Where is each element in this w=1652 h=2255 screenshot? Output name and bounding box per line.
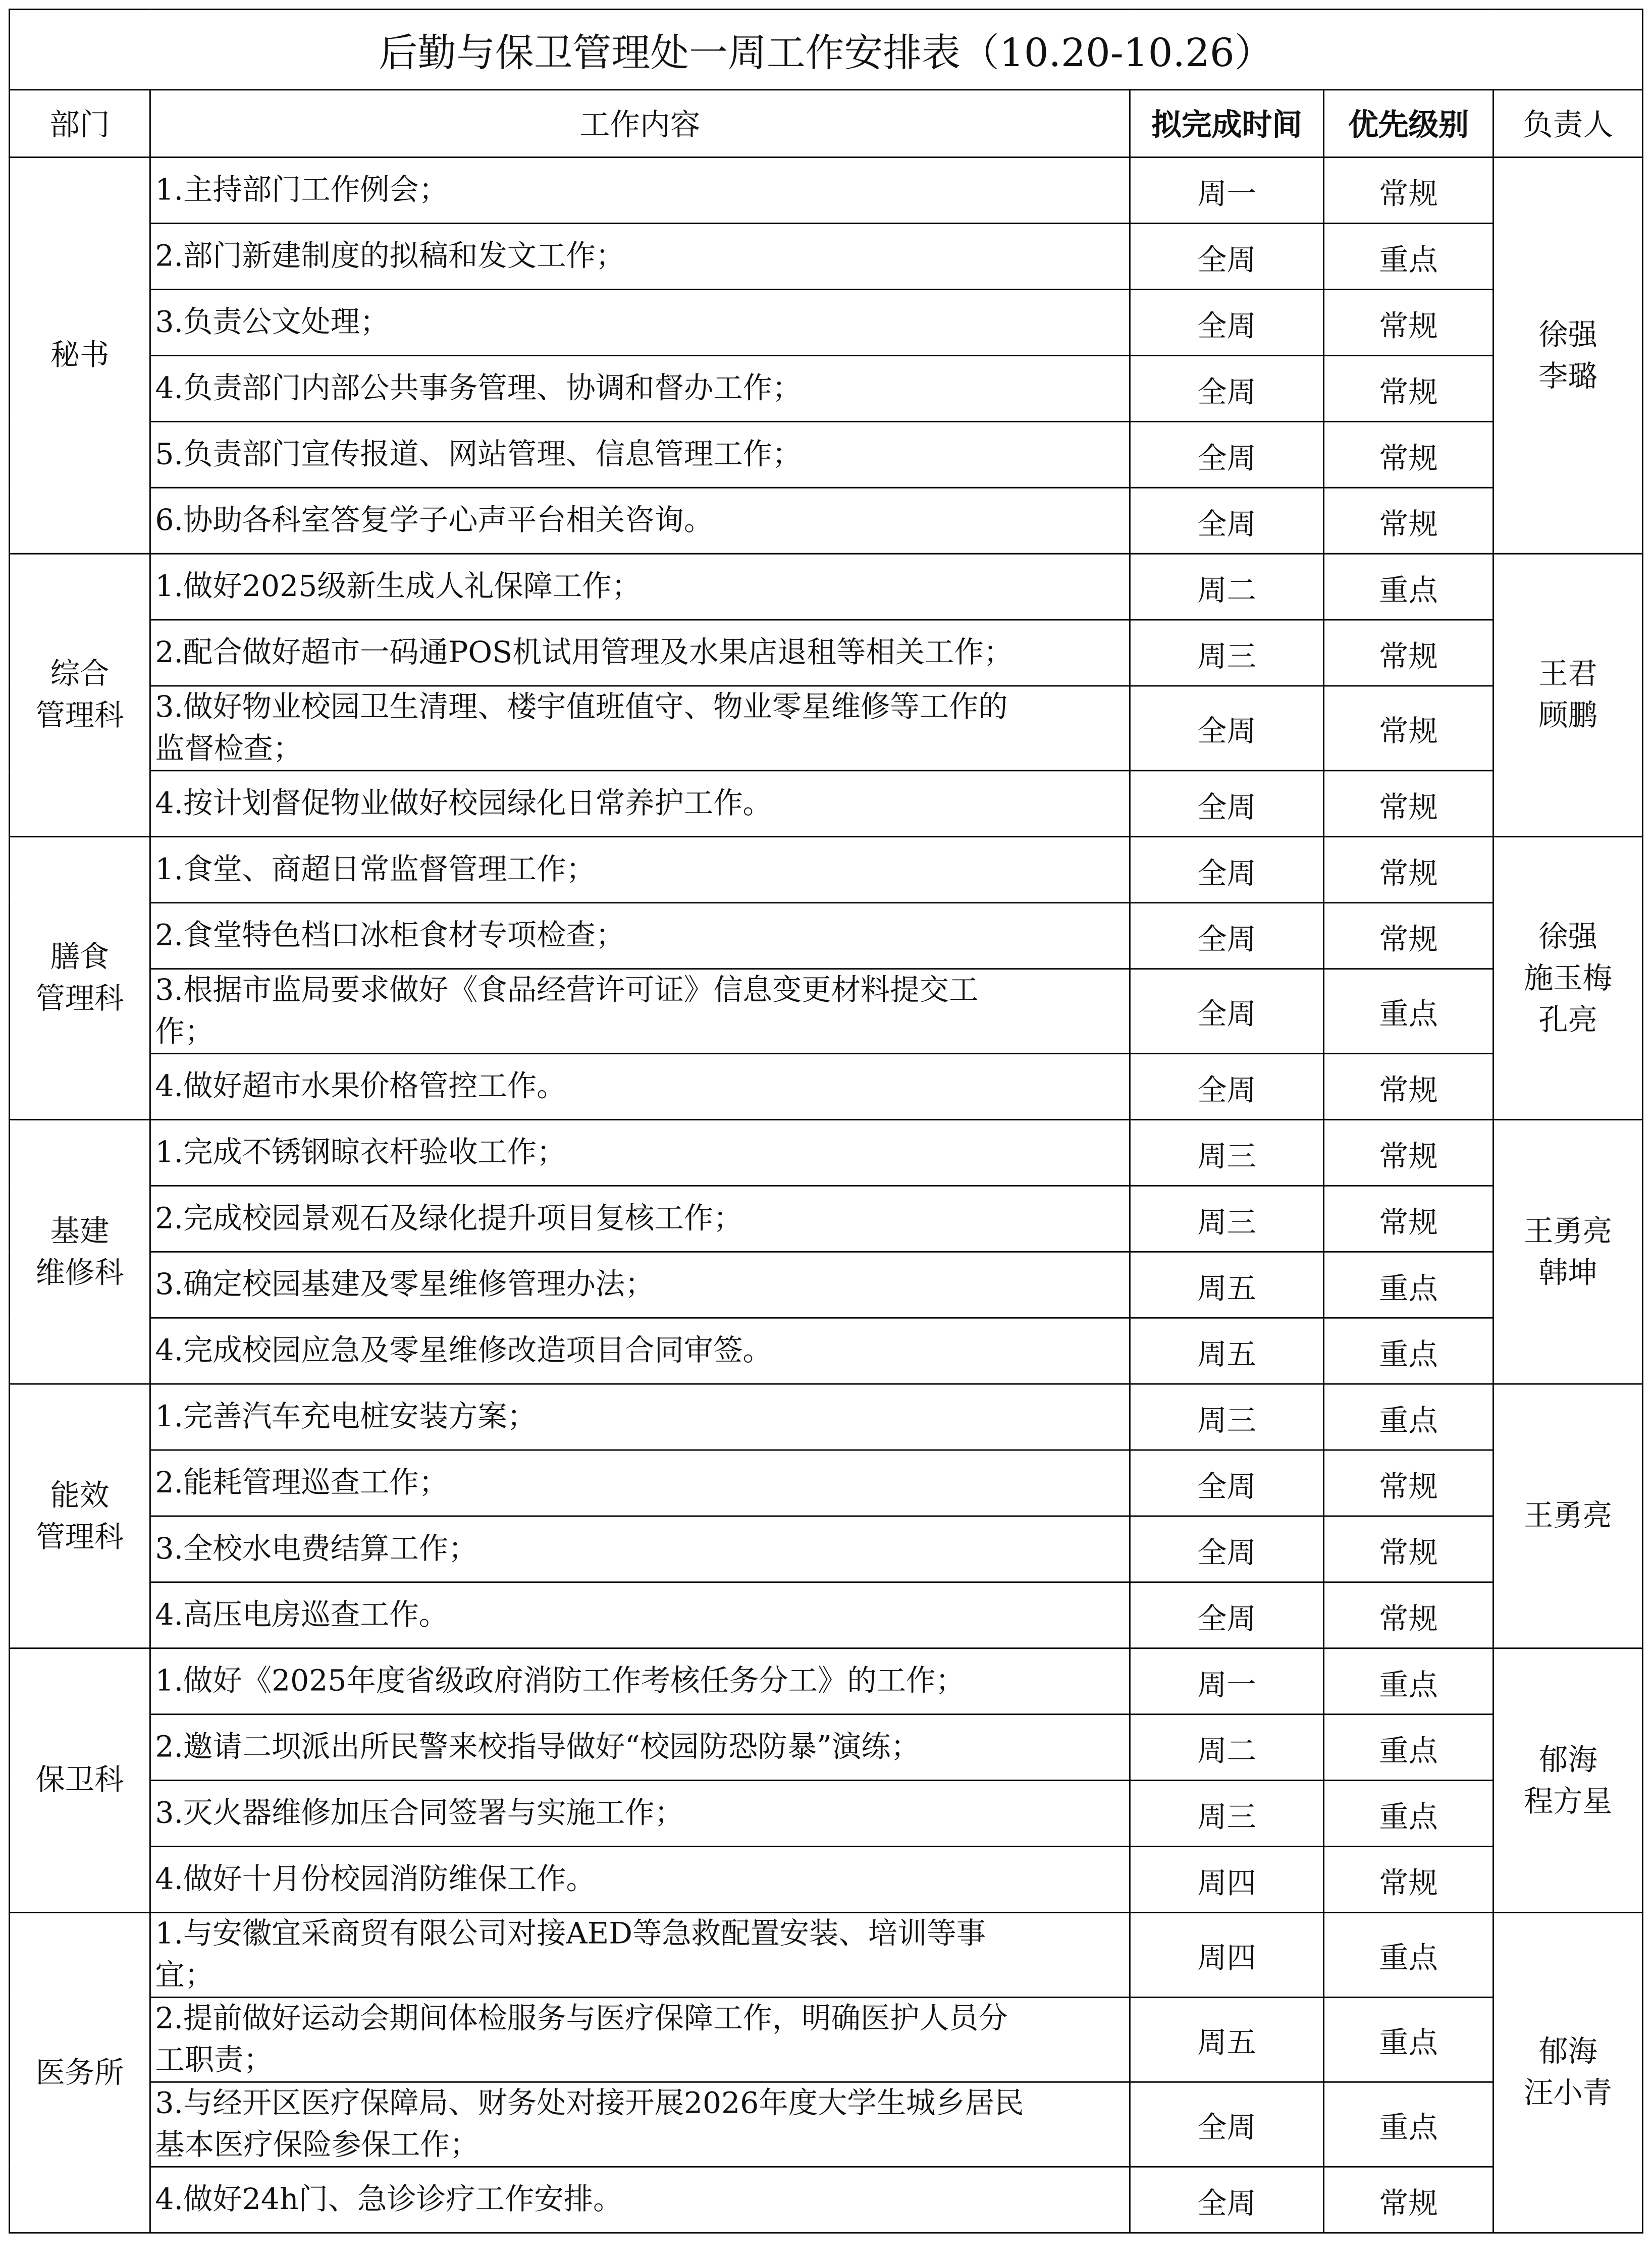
table-row — [9, 554, 1642, 620]
work-content-cell: 4.高压电房巡查工作。 — [150, 1582, 1130, 1648]
work-content-cell: 1.做好2025级新生成人礼保障工作； — [150, 554, 1130, 620]
table-row — [9, 1384, 1642, 1450]
work-content-cell: 3.根据市监局要求做好《食品经营许可证》信息变更材料提交工 作； — [150, 969, 1130, 1054]
table-title: 后勤与保卫管理处一周工作安排表（10.20-10.26） — [9, 9, 1642, 89]
work-content-cell: 3.灭火器维修加压合同签署与实施工作； — [150, 1781, 1130, 1847]
table-row — [9, 1582, 1642, 1648]
priority-cell: 常规 — [1324, 771, 1494, 837]
work-content-cell: 4.负责部门内部公共事务管理、协调和督办工作； — [150, 355, 1130, 421]
priority-cell: 常规 — [1324, 1516, 1494, 1582]
table-row — [9, 1997, 1642, 2082]
work-content-cell: 2.完成校园景观石及绿化提升项目复核工作； — [150, 1186, 1130, 1252]
priority-cell: 常规 — [1324, 1054, 1494, 1120]
table-row — [9, 903, 1642, 969]
priority-cell: 重点 — [1324, 1384, 1494, 1450]
work-content-cell: 3.全校水电费结算工作； — [150, 1516, 1130, 1582]
priority-cell: 重点 — [1324, 224, 1494, 290]
table-row — [9, 771, 1642, 837]
priority-cell: 常规 — [1324, 1186, 1494, 1252]
table-row — [9, 289, 1642, 355]
completion-time-cell: 周一 — [1130, 1648, 1323, 1714]
table-row — [9, 224, 1642, 290]
priority-cell: 重点 — [1324, 1714, 1494, 1781]
priority-cell: 常规 — [1324, 289, 1494, 355]
table-row — [9, 2082, 1642, 2167]
completion-time-cell: 全周 — [1130, 1516, 1323, 1582]
completion-time-cell: 周三 — [1130, 1119, 1323, 1186]
table-row — [9, 1054, 1642, 1120]
completion-time-cell: 周三 — [1130, 620, 1323, 686]
priority-cell: 常规 — [1324, 686, 1494, 771]
table-row — [9, 620, 1642, 686]
department-cell: 秘书 — [9, 157, 150, 554]
work-content-cell: 3.做好物业校园卫生清理、楼宇值班值守、物业零星维修等工作的 监督检查； — [150, 686, 1130, 771]
responsible-person-cell: 徐强 施玉梅 孔亮 — [1493, 837, 1642, 1120]
work-content-cell: 5.负责部门宣传报道、网站管理、信息管理工作； — [150, 421, 1130, 488]
table-row — [9, 1119, 1642, 1186]
priority-cell: 常规 — [1324, 157, 1494, 224]
priority-cell: 重点 — [1324, 1781, 1494, 1847]
responsible-person-cell: 王勇亮 — [1493, 1384, 1642, 1648]
work-content-cell: 1.完善汽车充电桩安装方案； — [150, 1384, 1130, 1450]
department-cell: 保卫科 — [9, 1648, 150, 1913]
completion-time-cell: 全周 — [1130, 771, 1323, 837]
completion-time-cell: 全周 — [1130, 903, 1323, 969]
priority-cell: 重点 — [1324, 1648, 1494, 1714]
work-content-cell: 2.邀请二坝派出所民警来校指导做好“校园防恐防暴”演练； — [150, 1714, 1130, 1781]
work-content-cell: 4.做好超市水果价格管控工作。 — [150, 1054, 1130, 1120]
department-cell: 能效 管理科 — [9, 1384, 150, 1648]
completion-time-cell: 全周 — [1130, 421, 1323, 488]
work-content-cell: 2.能耗管理巡查工作； — [150, 1450, 1130, 1516]
completion-time-cell: 全周 — [1130, 686, 1323, 771]
priority-cell: 重点 — [1324, 1318, 1494, 1384]
priority-cell: 重点 — [1324, 969, 1494, 1054]
responsible-person-cell: 郁海 汪小青 — [1493, 1912, 1642, 2233]
header-content: 工作内容 — [150, 90, 1130, 157]
table-row — [9, 1648, 1642, 1714]
work-content-cell: 6.协助各科室答复学子心声平台相关咨询。 — [150, 488, 1130, 554]
responsible-person-cell: 徐强 李璐 — [1493, 157, 1642, 554]
department-cell: 膳食 管理科 — [9, 837, 150, 1120]
department-cell: 医务所 — [9, 1912, 150, 2233]
work-content-cell: 2.配合做好超市一码通POS机试用管理及水果店退租等相关工作； — [150, 620, 1130, 686]
completion-time-cell: 周二 — [1130, 1714, 1323, 1781]
completion-time-cell: 全周 — [1130, 488, 1323, 554]
table-row — [9, 2167, 1642, 2233]
work-content-cell: 2.提前做好运动会期间体检服务与医疗保障工作，明确医护人员分 工职责； — [150, 1997, 1130, 2082]
completion-time-cell: 全周 — [1130, 837, 1323, 903]
work-content-cell: 1.与安徽宜采商贸有限公司对接AED等急救配置安装、培训等事 宜； — [150, 1912, 1130, 1997]
completion-time-cell: 全周 — [1130, 969, 1323, 1054]
work-content-cell: 3.与经开区医疗保障局、财务处对接开展2026年度大学生城乡居民 基本医疗保险参保工作； — [150, 2082, 1130, 2167]
work-content-cell: 4.完成校园应急及零星维修改造项目合同审签。 — [150, 1318, 1130, 1384]
table-row — [9, 1847, 1642, 1913]
work-content-cell: 1.完成不锈钢晾衣杆验收工作； — [150, 1119, 1130, 1186]
work-content-cell: 1.主持部门工作例会； — [150, 157, 1130, 224]
priority-cell: 重点 — [1324, 1252, 1494, 1318]
table-body — [9, 157, 1642, 2233]
completion-time-cell: 全周 — [1130, 355, 1323, 421]
completion-time-cell: 周二 — [1130, 554, 1323, 620]
priority-cell: 常规 — [1324, 837, 1494, 903]
completion-time-cell: 周三 — [1130, 1384, 1323, 1450]
completion-time-cell: 周三 — [1130, 1781, 1323, 1847]
completion-time-cell: 周四 — [1130, 1847, 1323, 1913]
table-row — [9, 686, 1642, 771]
header-time: 拟完成时间 — [1130, 90, 1323, 157]
priority-cell: 重点 — [1324, 554, 1494, 620]
priority-cell: 常规 — [1324, 620, 1494, 686]
priority-cell: 重点 — [1324, 1912, 1494, 1997]
completion-time-cell: 全周 — [1130, 224, 1323, 290]
work-content-cell: 1.食堂、商超日常监督管理工作； — [150, 837, 1130, 903]
work-content-cell: 2.食堂特色档口冰柜食材专项检查； — [150, 903, 1130, 969]
table-row — [9, 1450, 1642, 1516]
completion-time-cell: 全周 — [1130, 1450, 1323, 1516]
completion-time-cell: 全周 — [1130, 1582, 1323, 1648]
responsible-person-cell: 郁海 程方星 — [1493, 1648, 1642, 1913]
work-content-cell: 4.做好十月份校园消防维保工作。 — [150, 1847, 1130, 1913]
department-cell: 综合 管理科 — [9, 554, 150, 837]
completion-time-cell: 周四 — [1130, 1912, 1323, 1997]
schedule-table — [9, 9, 1643, 2233]
completion-time-cell: 周三 — [1130, 1186, 1323, 1252]
table-row — [9, 1781, 1642, 1847]
header-person: 负责人 — [1493, 90, 1642, 157]
work-content-cell: 3.负责公文处理； — [150, 289, 1130, 355]
table-row — [9, 355, 1642, 421]
priority-cell: 重点 — [1324, 2082, 1494, 2167]
priority-cell: 常规 — [1324, 421, 1494, 488]
header-priority: 优先级别 — [1324, 90, 1494, 157]
priority-cell: 常规 — [1324, 1582, 1494, 1648]
responsible-person-cell: 王君 顾鹏 — [1493, 554, 1642, 837]
table-row — [9, 1252, 1642, 1318]
completion-time-cell: 全周 — [1130, 2167, 1323, 2233]
priority-cell: 常规 — [1324, 1847, 1494, 1913]
completion-time-cell: 全周 — [1130, 1054, 1323, 1120]
table-row — [9, 837, 1642, 903]
table-row — [9, 157, 1642, 224]
priority-cell: 常规 — [1324, 2167, 1494, 2233]
table-row — [9, 1714, 1642, 1781]
table-row — [9, 1516, 1642, 1582]
priority-cell: 常规 — [1324, 355, 1494, 421]
table-row — [9, 1912, 1642, 1997]
priority-cell: 常规 — [1324, 903, 1494, 969]
work-content-cell: 4.按计划督促物业做好校园绿化日常养护工作。 — [150, 771, 1130, 837]
work-content-cell: 3.确定校园基建及零星维修管理办法； — [150, 1252, 1130, 1318]
completion-time-cell: 周五 — [1130, 1997, 1323, 2082]
table-row — [9, 488, 1642, 554]
priority-cell: 重点 — [1324, 1997, 1494, 2082]
completion-time-cell: 周五 — [1130, 1318, 1323, 1384]
department-cell: 基建 维修科 — [9, 1119, 150, 1384]
completion-time-cell: 周一 — [1130, 157, 1323, 224]
priority-cell: 常规 — [1324, 1119, 1494, 1186]
table-row — [9, 1186, 1642, 1252]
completion-time-cell: 全周 — [1130, 2082, 1323, 2167]
work-content-cell: 4.做好24h门、急诊诊疗工作安排。 — [150, 2167, 1130, 2233]
responsible-person-cell: 王勇亮 韩坤 — [1493, 1119, 1642, 1384]
work-content-cell: 2.部门新建制度的拟稿和发文工作； — [150, 224, 1130, 290]
table-row — [9, 1318, 1642, 1384]
priority-cell: 常规 — [1324, 1450, 1494, 1516]
header-dept: 部门 — [9, 90, 150, 157]
work-content-cell: 1.做好《2025年度省级政府消防工作考核任务分工》的工作； — [150, 1648, 1130, 1714]
completion-time-cell: 周五 — [1130, 1252, 1323, 1318]
completion-time-cell: 全周 — [1130, 289, 1323, 355]
table-row — [9, 421, 1642, 488]
priority-cell: 常规 — [1324, 488, 1494, 554]
table-row — [9, 969, 1642, 1054]
